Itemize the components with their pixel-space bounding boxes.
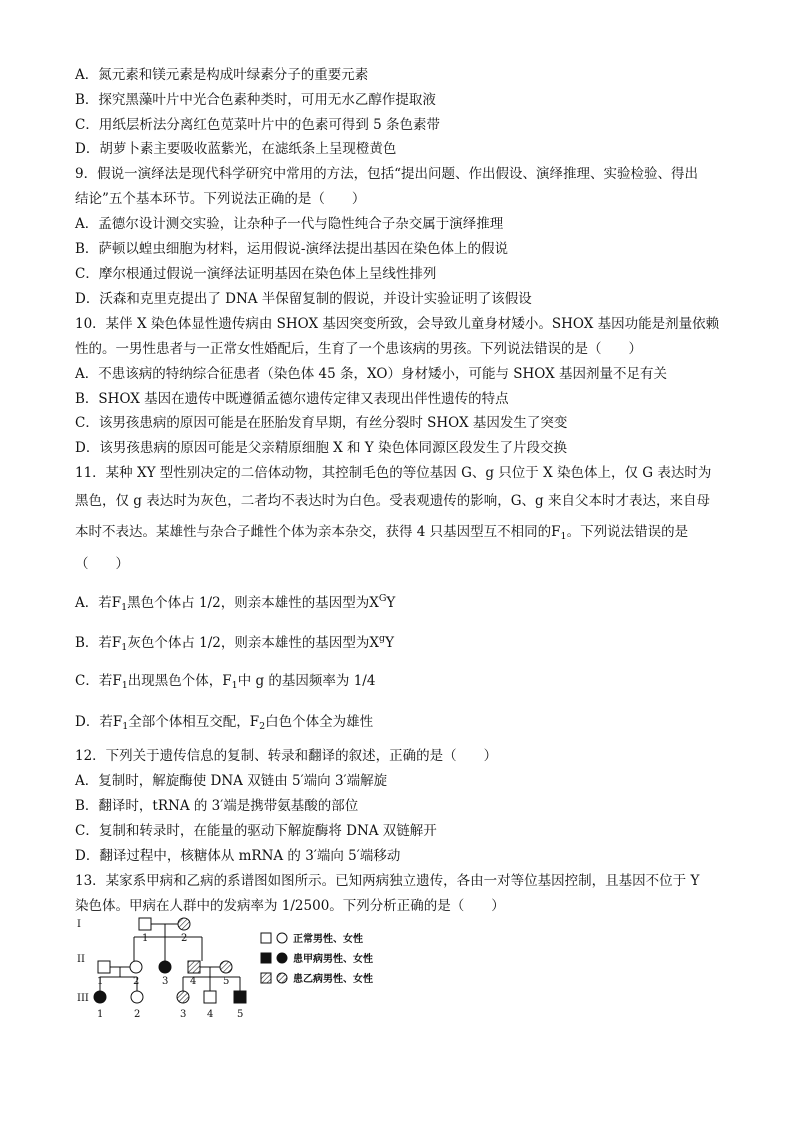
q10-option-b: B．SHOX 基因在遗传中既遵循孟德尔遗传定律又表现出伴性遗传的特点 xyxy=(75,391,509,407)
q9-option-a: A．孟德尔设计测交实验，让杂种子一代与隐性纯合子杂交属于演绎推理 xyxy=(75,216,504,232)
ii4-number: 4 xyxy=(190,976,197,987)
legend-disease-a-female-symbol xyxy=(277,953,287,963)
legend-normal-female-symbol xyxy=(277,933,287,943)
q11-option-c: C．若$F_1$出现黑色个体，$F_1$中 g 的基因频率为 1/4 xyxy=(75,673,376,691)
ii5-affected-b-female xyxy=(220,961,232,973)
q10-option-c: C．该男孩患病的原因可能是在胚胎发育早期，有丝分裂时 SHOX 基因发生了突变 xyxy=(75,415,568,431)
generation-label-i: I xyxy=(77,919,81,930)
q13-stem-line2: 染色体。甲病在人群中的发病率为 1/2500。下列分析正确的是（ ） xyxy=(75,898,505,914)
q13-stem-line1: 13．某家系甲病和乙病的系谱图如图所示。已知两病独立遗传，各由一对等位基因控制，且基因不位于 Y xyxy=(75,873,700,889)
q8-option-d: D．胡萝卜素主要吸收蓝紫光，在滤纸条上呈现橙黄色 xyxy=(75,141,397,157)
legend-normal-label: 正常男性、女性 xyxy=(293,934,363,945)
iii5-affected-a-male xyxy=(234,991,246,1003)
q12-option-a: A．复制时，解旋酶使 DNA 双链由 5′端向 3′端解旋 xyxy=(75,773,388,789)
q9-option-c: C．摩尔根通过假说一演绎法证明基因在染色体上呈线性排列 xyxy=(75,266,437,282)
ii5-number: 5 xyxy=(223,976,230,987)
q12-stem: 12．下列关于遗传信息的复制、转录和翻译的叙述，正确的是（ ） xyxy=(75,748,498,764)
i2-affected-b-female xyxy=(178,918,190,930)
iii2-normal-female xyxy=(131,991,143,1003)
ii2-number: 2 xyxy=(133,976,140,987)
ii1-normal-male xyxy=(98,961,110,973)
ii4-affected-b-male xyxy=(188,961,200,973)
legend-normal-male-symbol xyxy=(261,933,271,943)
q11-stem-line1: 11．某种 XY 型性别决定的二倍体动物，其控制毛色的等位基因 G、g 只位于 X 染色体上，仅 G 表达时为 xyxy=(75,465,712,481)
iii1-number: 1 xyxy=(97,1009,104,1020)
legend-disease-a-male-symbol xyxy=(261,953,271,963)
iii3-affected-b-female xyxy=(177,991,189,1003)
iii1-affected-a-female xyxy=(94,991,106,1003)
i1-number: 1 xyxy=(142,933,149,944)
iii3-number: 3 xyxy=(180,1009,187,1020)
pedigree-legend xyxy=(261,932,373,985)
q8-option-b: B．探究黑藻叶片中光合色素种类时，可用无水乙醇作提取液 xyxy=(75,92,436,108)
pedigree-lines xyxy=(100,924,240,991)
ii3-affected-a-female xyxy=(159,961,171,973)
i2-number: 2 xyxy=(181,933,188,944)
q11-stem-line2: 黑色，仅 g 表达时为灰色，二者均不表达时为白色。受表观遗传的影响，G、g 来自父本时才表达，来自母 xyxy=(75,493,710,509)
ii2-normal-female xyxy=(130,961,142,973)
legend-disease-a-label: 患甲病男性、女性 xyxy=(293,954,373,965)
q11-option-b: B．若$F_1$灰色个体占 1/2，则亲本雄性的基因型为$X^gY$ xyxy=(75,633,395,653)
q12-option-b: B．翻译时，tRNA 的 3′端是携带氨基酸的部位 xyxy=(75,798,359,814)
q9-stem-line2: 结论”五个基本环节。下列说法正确的是（ ） xyxy=(75,191,366,207)
q11-stem-line3: 本时不表达。某雄性与杂合子雌性个体为亲本杂交，获得 4 只基因型互不相同的$F_1$。下列说法错误的是 xyxy=(75,524,689,542)
q8-option-a: A．氮元素和镁元素是构成叶绿素分子的重要元素 xyxy=(75,67,369,83)
q10-stem-line2: 性的。一男性患者与一正常女性婚配后，生育了一个患该病的男孩。下列说法错误的是（ ） xyxy=(75,341,642,357)
ii3-number: 3 xyxy=(162,976,169,987)
iii2-number: 2 xyxy=(134,1009,141,1020)
iii4-normal-male xyxy=(204,991,216,1003)
q11-answer-parens: （ ） xyxy=(75,556,129,572)
q11-option-d: D．若$F_1$全部个体相互交配，$F_2$白色个体全为雄性 xyxy=(75,714,374,732)
q8-option-c: C．用纸层析法分离红色苋菜叶片中的色素可得到 5 条色素带 xyxy=(75,117,441,133)
legend-disease-b-label: 患乙病男性、女性 xyxy=(293,974,373,985)
generation-label-ii: II xyxy=(77,954,85,965)
q9-stem-line1: 9．假说一演绎法是现代科学研究中常用的方法，包括“提出问题、作出假设、演绎推理、实验检验、得出 xyxy=(75,166,698,182)
q11-option-a: A．若$F_1$黑色个体占 1/2，则亲本雄性的基因型为$X^GY$ xyxy=(75,593,396,613)
q9-option-b: B．萨顿以蝗虫细胞为材料，运用假说-演绎法提出基因在染色体上的假说 xyxy=(75,241,508,257)
ii1-number: 1 xyxy=(97,976,104,987)
legend-disease-b-male-symbol xyxy=(261,973,271,983)
q9-option-d: D．沃森和克里克提出了 DNA 半保留复制的假说，并设计实验证明了该假设 xyxy=(75,291,532,307)
iii4-number: 4 xyxy=(207,1009,214,1020)
iii5-number: 5 xyxy=(237,1009,244,1020)
q12-option-c: C．复制和转录时，在能量的驱动下解旋酶将 DNA 双链解开 xyxy=(75,823,437,839)
q10-option-a: A．不患该病的特纳综合征患者（染色体 45 条，XO）身材矮小，可能与 SHOX 基因剂量不足有关 xyxy=(75,366,667,382)
i1-normal-male xyxy=(139,918,151,930)
generation-label-iii: III xyxy=(77,993,89,1004)
q12-option-d: D．翻译过程中，核糖体从 mRNA 的 3′端向 5′端移动 xyxy=(75,848,401,864)
pedigree-chart xyxy=(75,917,395,1022)
q10-option-d: D．该男孩患病的原因可能是父亲精原细胞 X 和 Y 染色体同源区段发生了片段交换 xyxy=(75,440,568,456)
q10-stem-line1: 10．某伴 X 染色体显性遗传病由 SHOX 基因突变所致，会导致儿童身材矮小。SHOX 基因功能是剂量依赖 xyxy=(75,316,720,332)
legend-disease-b-female-symbol xyxy=(277,973,287,983)
